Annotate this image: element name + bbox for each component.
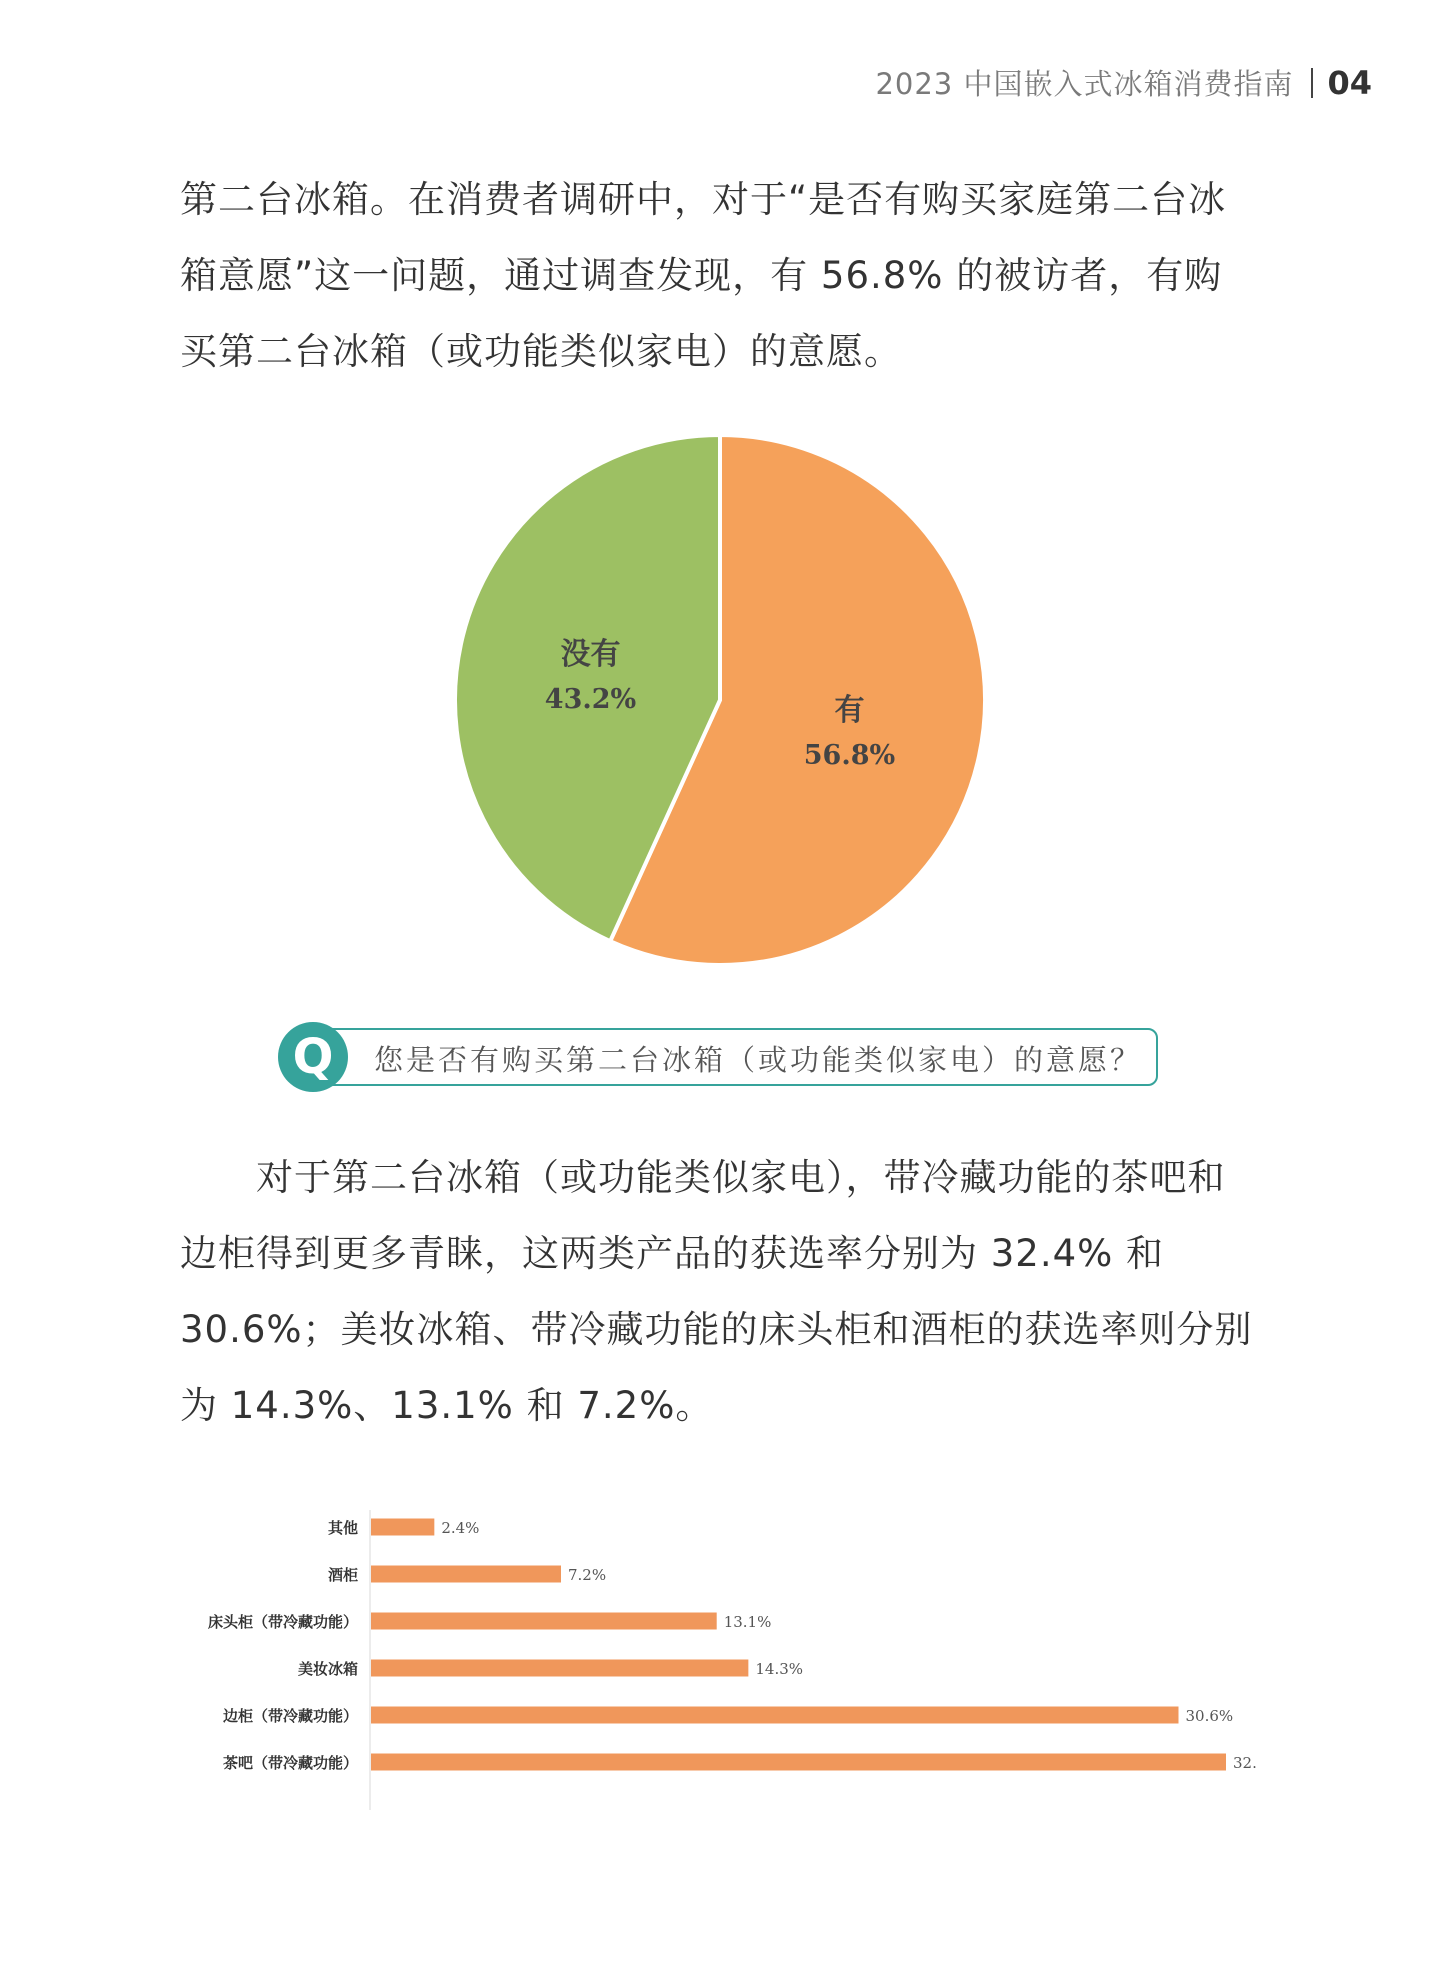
- page-number: 04: [1327, 63, 1372, 102]
- pie-label-category: 没有: [560, 636, 621, 672]
- intro-paragraph: 第二台冰箱。在消费者调研中，对于“是否有购买家庭第二台冰箱意愿”这一问题，通过调查发现，有 56.8% 的被访者，有购买第二台冰箱（或功能类似家电）的意愿。: [180, 178, 1227, 373]
- bar: [371, 1660, 748, 1677]
- bar-value-label: 13.1%: [723, 1613, 772, 1631]
- bar: [371, 1613, 717, 1630]
- bar-category-label: 其他: [327, 1519, 358, 1537]
- bar: [371, 1566, 561, 1583]
- survey-question-box: [278, 1022, 1158, 1086]
- bar-category-label: 茶吧（带冷藏功能）: [222, 1754, 358, 1772]
- pie-label-value: 43.2%: [544, 683, 637, 715]
- pie-label-category: 有: [834, 693, 865, 729]
- analysis-paragraph: 对于第二台冰箱（或功能类似家电），带冷藏功能的茶吧和边柜得到更多青睐，这两类产品的获选率分别为 32.4% 和 30.6%；美妆冰箱、带冷藏功能的床头柜和酒柜的获选率则分别为 14.3%、13.1% 和 7.2%。: [180, 1156, 1253, 1427]
- intent-pie-chart: [440, 420, 1000, 980]
- page-header: [875, 62, 1372, 103]
- bar-value-label: 7.2%: [568, 1566, 607, 1584]
- pie-label-value: 56.8%: [803, 740, 896, 772]
- bar-category-label: 边柜（带冷藏功能）: [222, 1707, 358, 1725]
- bar-value-label: 14.3%: [755, 1660, 804, 1678]
- header-divider: [1311, 68, 1313, 98]
- question-icon: Q: [278, 1022, 348, 1092]
- bar: [371, 1754, 1226, 1771]
- bar-value-label: 30.6%: [1185, 1707, 1234, 1725]
- bar: [371, 1519, 434, 1536]
- bar-value-label: 32.: [1233, 1754, 1257, 1772]
- document-title: 2023 中国嵌入式冰箱消费指南: [875, 67, 1294, 101]
- bar: [371, 1707, 1179, 1724]
- bar-category-label: 床头柜（带冷藏功能）: [207, 1613, 358, 1631]
- question-text: 您是否有购买第二台冰箱（或功能类似家电）的意愿？: [374, 1043, 1143, 1077]
- bar-category-label: 美妆冰箱: [297, 1660, 358, 1678]
- product-choice-bar-chart: [160, 1510, 1280, 1820]
- bar-value-label: 2.4%: [441, 1519, 480, 1537]
- bar-category-label: 酒柜: [327, 1566, 358, 1584]
